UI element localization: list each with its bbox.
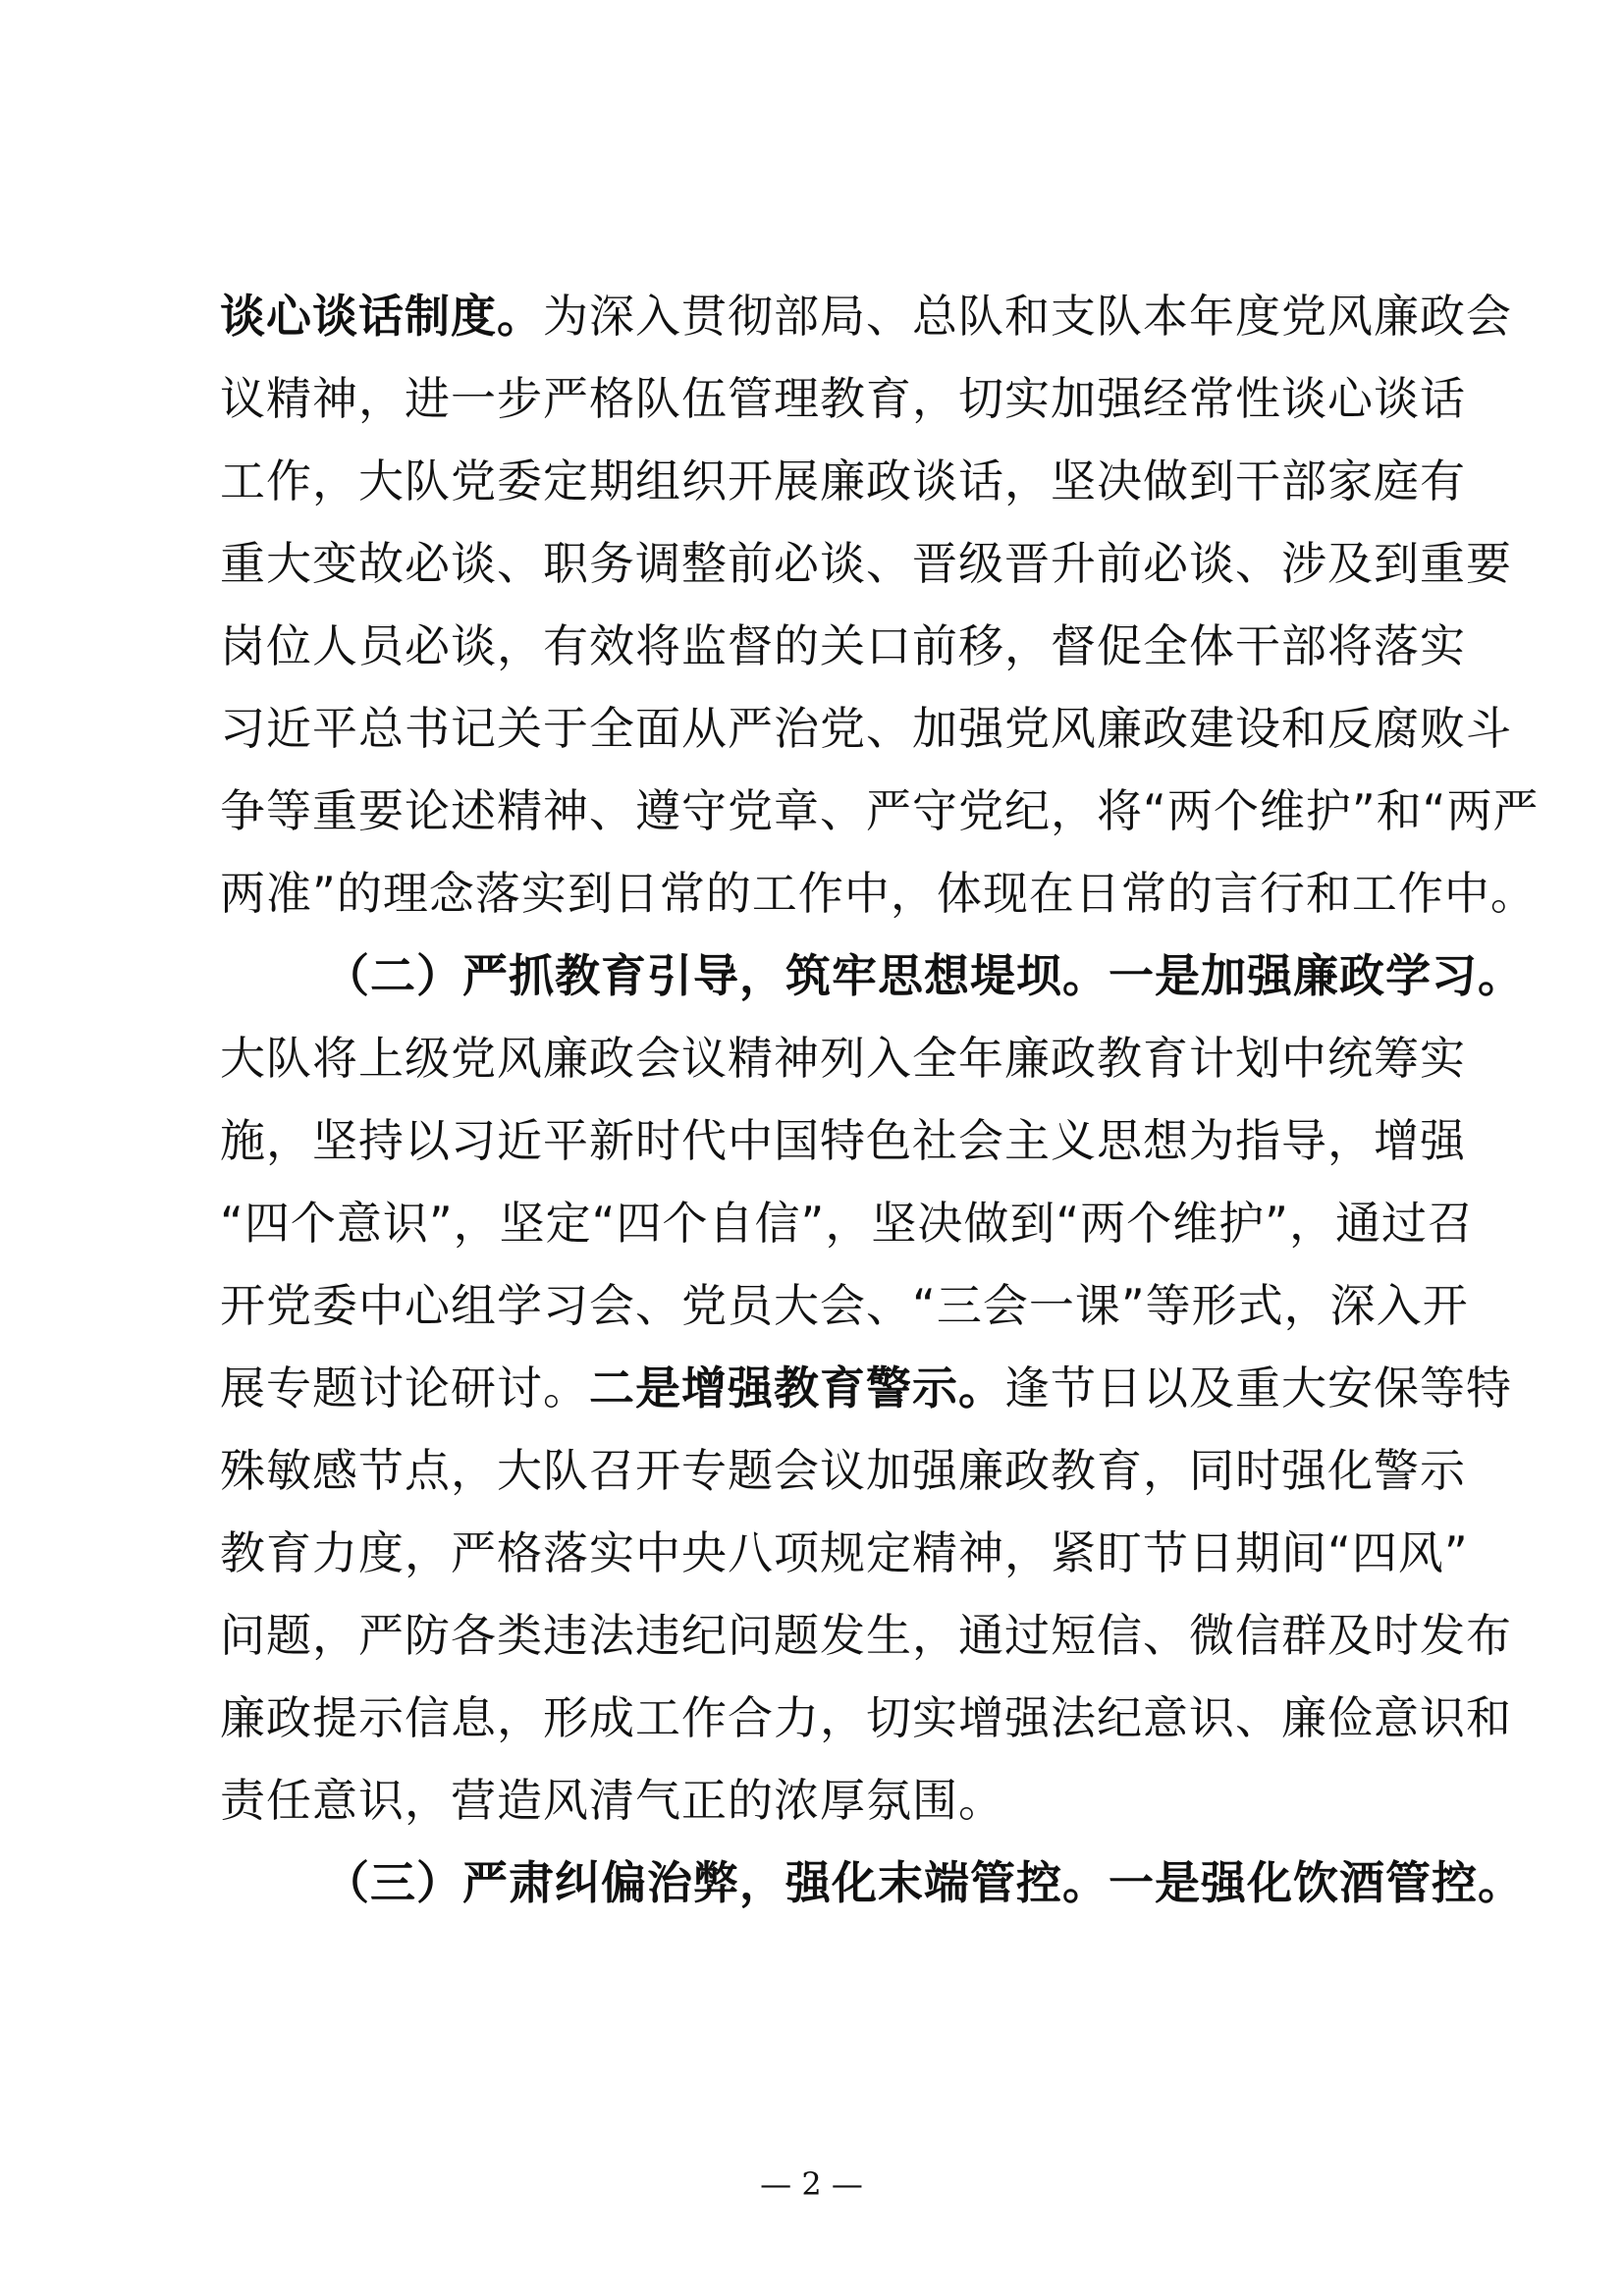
- text-line: 殊敏感节点，大队召开专题会议加强廉政教育，同时强化警示: [220, 1444, 1466, 1497]
- text-line: 工作，大队党委定期组织开展廉政谈话，坚决做到干部家庭有: [220, 454, 1466, 507]
- line-text: 展专题讨论研讨。: [220, 1362, 589, 1415]
- text-line: 议精神，进一步严格队伍管理教育，切实加强经常性谈心谈话: [220, 372, 1466, 425]
- line-text: 为深入贯彻部局、总队和支队本年度党风廉政会: [543, 290, 1512, 343]
- text-line: 施，坚持以习近平新时代中国特色社会主义思想为指导，增强: [220, 1114, 1466, 1167]
- section-heading: （三）严肃纠偏治弊，强化末端管控。一是强化饮酒管控。: [324, 1856, 1524, 1909]
- text-line: “四个意识”，坚定“四个自信”，坚决做到“两个维护”，通过召: [220, 1197, 1474, 1250]
- line-text: 逢节日以及重大安保等特: [1004, 1362, 1512, 1415]
- section-heading: （二）严抓教育引导，筑牢思想堤坝。一是加强廉政学习。: [324, 949, 1524, 1002]
- text-line: 两准”的理念落实到日常的工作中，体现在日常的言行和工作中。: [220, 867, 1537, 920]
- text-line: 开党委中心组学习会、党员大会、“三会一课”等形式，深入开: [220, 1279, 1469, 1332]
- text-line: 问题，严防各类违法违纪问题发生，通过短信、微信群及时发布: [220, 1609, 1512, 1662]
- text-line: 大队将上级党风廉政会议精神列入全年廉政教育计划中统筹实: [220, 1032, 1466, 1085]
- text-line: 重大变故必谈、职务调整前必谈、晋级晋升前必谈、涉及到重要: [220, 537, 1512, 590]
- text-line: 岗位人员必谈，有效将监督的关口前移，督促全体干部将落实: [220, 619, 1466, 672]
- bold-heading: 谈心谈话制度。: [220, 290, 543, 343]
- page-number: — 2 —: [760, 2165, 863, 2203]
- text-line: [220, 275, 1512, 357]
- text-line: 教育力度，严格落实中央八项规定精神，紧盯节日期间“四风”: [220, 1526, 1469, 1579]
- text-line: 习近平总书记关于全面从严治党、加强党风廉政建设和反腐败斗: [220, 702, 1512, 755]
- text-line: 廉政提示信息，形成工作合力，切实增强法纪意识、廉俭意识和: [220, 1691, 1512, 1744]
- bold-heading: 二是增强教育警示。: [589, 1362, 1004, 1415]
- text-line: 争等重要论述精神、遵守党章、严守党纪，将“两个维护”和“两严: [220, 784, 1540, 837]
- text-line: 责任意识，营造风清气正的浓厚氛围。: [220, 1774, 1004, 1827]
- text-line: [220, 1347, 1512, 1429]
